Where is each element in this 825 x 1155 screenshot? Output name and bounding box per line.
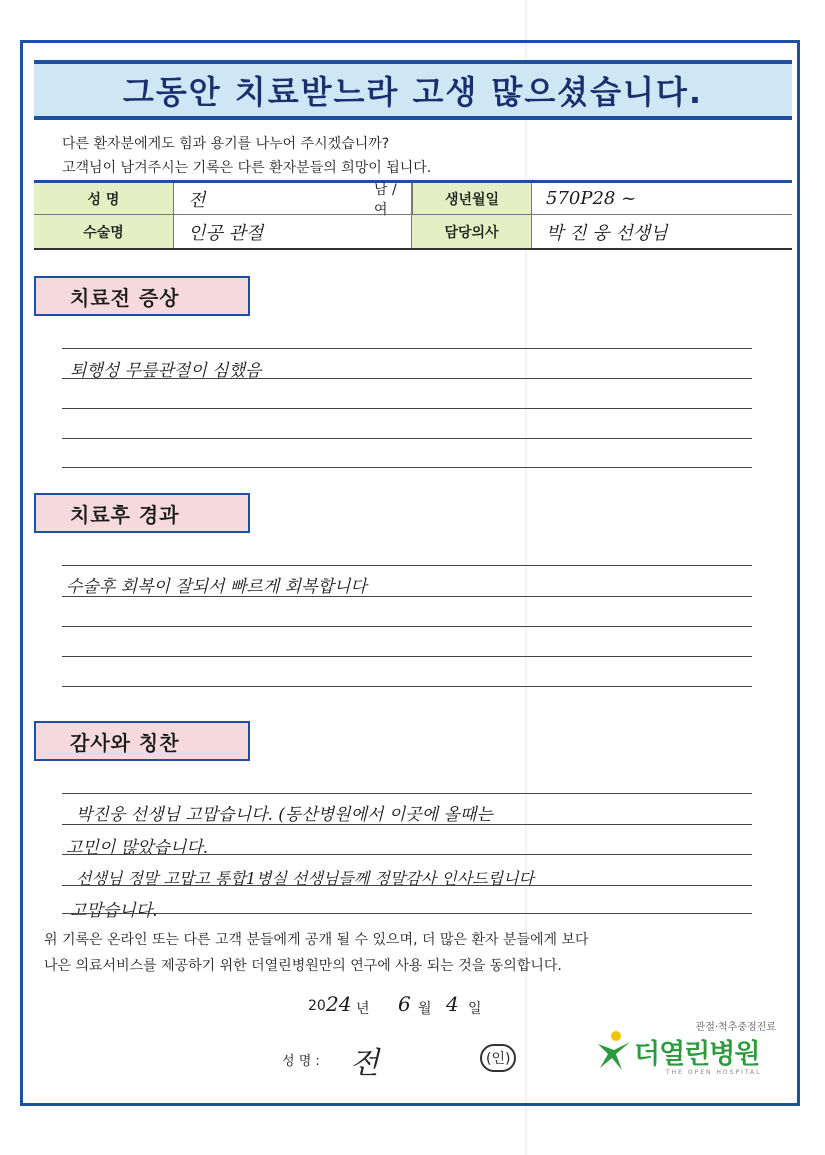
intro-line-1: 다른 환자분에게도 힘과 용기를 나누어 주시겠습니까? <box>62 136 390 152</box>
date-day-label: 일 <box>468 1001 482 1017</box>
writing-line <box>62 626 752 627</box>
thanks-text-line-1[interactable]: 박진웅 선생님 고맙습니다. (동산병원에서 이곳에 올때는 <box>76 805 493 825</box>
logo-figure-icon <box>596 1030 632 1072</box>
birth-label: 생년월일 <box>412 183 532 215</box>
writing-line <box>62 885 752 886</box>
writing-line <box>62 854 752 855</box>
writing-line <box>62 467 752 468</box>
after-treatment-heading: 치료후 경과 <box>34 493 250 533</box>
logo-english: THE OPEN HOSPITAL <box>666 1069 762 1076</box>
logo-tagline: 관절·척추중점진료 <box>695 1022 776 1033</box>
after-treatment-text[interactable]: 수술후 회복이 잘되서 빠르게 회복합니다 <box>66 577 367 597</box>
name-value[interactable]: 전 <box>174 183 374 215</box>
title-banner <box>34 60 792 120</box>
writing-line <box>62 565 752 566</box>
intro-line-2: 고객님이 남겨주시는 기록은 다른 환자분들의 희망이 됩니다. <box>62 160 432 176</box>
consent-line-2: 나은 의료서비스를 제공하기 위한 더열린병원만의 연구에 사용 되는 것을 동의합니다. <box>44 958 562 974</box>
writing-line <box>62 348 752 349</box>
form-title: 그동안 치료받느라 고생 많으셨습니다. <box>122 73 704 111</box>
writing-line <box>62 686 752 687</box>
hospital-logo <box>596 1018 776 1080</box>
writing-line <box>62 913 752 914</box>
gender-field[interactable]: 남 / 여 <box>374 183 412 215</box>
date-month-hand[interactable]: 6 <box>398 992 411 1016</box>
name-label: 성 명 <box>34 183 174 215</box>
thanks-heading: 감사와 칭찬 <box>34 721 250 761</box>
date-year-hand[interactable]: 24 <box>326 992 352 1016</box>
logo-name: 더열린병원 <box>634 1039 760 1070</box>
writing-line <box>62 824 752 825</box>
birth-value[interactable]: 570P28 ~ <box>532 183 792 215</box>
date-year-prefix: 20 <box>308 998 326 1014</box>
thanks-text-line-3[interactable]: 선생님 정말 고맙고 통합1병실 선생님들께 정말감사 인사드립니다 <box>76 869 535 888</box>
signature-label: 성 명 : <box>282 1054 320 1069</box>
thanks-text-line-2[interactable]: 고민이 많았습니다. <box>66 838 209 858</box>
signature-name[interactable]: 전 <box>350 1046 379 1081</box>
doctor-value[interactable]: 박 진 웅 선생님 <box>546 222 668 244</box>
writing-line <box>62 656 752 657</box>
thanks-text-line-4[interactable]: 고맙습니다. <box>70 901 158 921</box>
signature-seal[interactable]: (인) <box>480 1044 516 1072</box>
writing-line <box>62 793 752 794</box>
consent-line-1: 위 기록은 온라인 또는 다른 고객 분들에게 공개 될 수 있으며, 더 많은 환자 분들에게 보다 <box>44 932 589 948</box>
before-treatment-text[interactable]: 퇴행성 무릎관절이 심했음 <box>70 361 262 381</box>
writing-line <box>62 378 752 379</box>
date-day-hand[interactable]: 4 <box>446 992 459 1016</box>
date-year-label: 년 <box>356 1001 370 1017</box>
date-month-label: 월 <box>418 1001 432 1017</box>
patient-info-table <box>34 180 792 250</box>
doctor-label: 담당의사 <box>412 215 532 248</box>
writing-line <box>62 596 752 597</box>
writing-line <box>62 408 752 409</box>
before-treatment-heading: 치료전 증상 <box>34 276 250 316</box>
writing-line <box>62 438 752 439</box>
surgery-label: 수술명 <box>34 215 174 248</box>
surgery-value[interactable]: 인공 관절 <box>174 215 412 248</box>
